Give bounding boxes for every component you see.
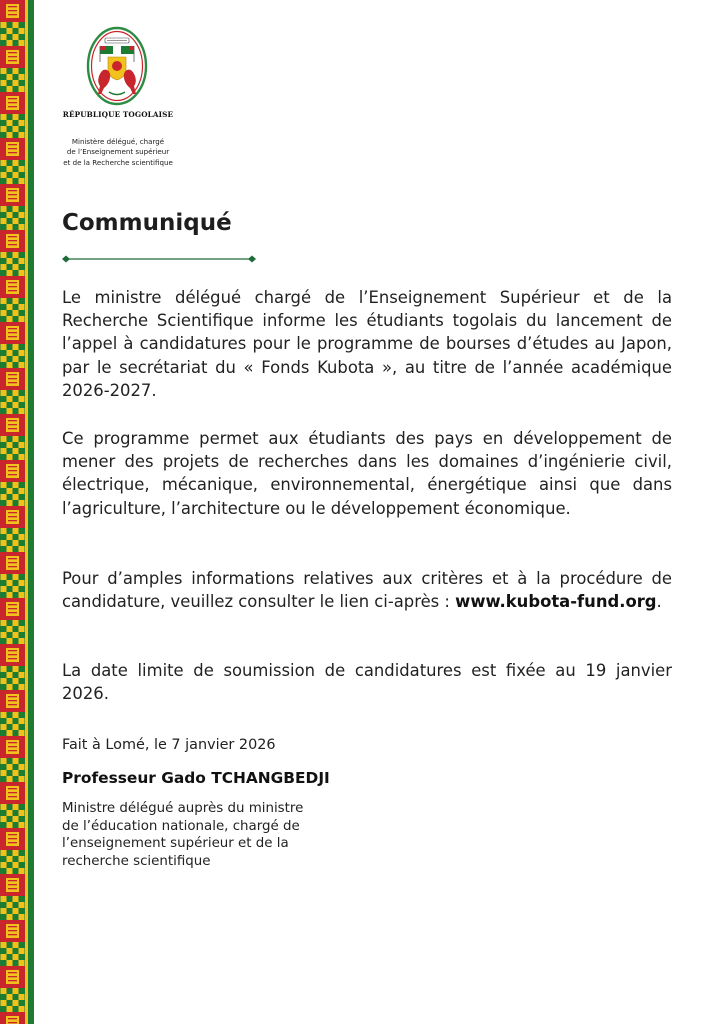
ministry-line: Ministère délégué, chargé: [71, 137, 165, 146]
page-title: Communiqué: [62, 210, 232, 236]
signer-title-line: de l’éducation nationale, chargé de: [62, 818, 300, 834]
signer-title: [62, 800, 362, 870]
country-name: RÉPUBLIQUE TOGOLAISE: [62, 110, 174, 119]
information-text: Pour d’amples informations relatives aux critères et à la procédure de candidature, veuillez consulter le lien ci-après :: [62, 569, 672, 612]
diamond-divider-icon: [62, 254, 256, 264]
signer-title-line: Ministre délégué auprès du ministre: [62, 801, 304, 816]
togo-coat-of-arms-icon: [86, 26, 148, 106]
signer-title-line: recherche scientifique: [62, 853, 211, 869]
paragraph-information: [62, 567, 672, 613]
place-date: Fait à Lomé, le 7 janvier 2026: [62, 737, 276, 753]
signer-title-line: l’enseignement supérieur et de la: [62, 836, 289, 852]
paragraph-deadline: La date limite de soumission de candidatures est fixée au 19 janvier 2026.: [62, 661, 672, 704]
paragraph-announcement: Le ministre délégué chargé de l’Enseignement Supérieur et de la Recherche Scientifique informe les étudiants togolais du lancement de l’appel à candidatures pour le programme de bourses d’études au Japon, par le secrétariat du « Fonds Kubota », au titre de l’année académique 2026-2027.: [62, 288, 672, 400]
kente-border-pattern: [0, 0, 34, 1024]
information-end: .: [656, 592, 662, 612]
paragraph-program: Ce programme permet aux étudiants des pays en développement de mener des projets de recherches dans les domaines d’ingénierie civil, électrique, mécanique, environnemental, énergétique ainsi que dans l’agriculture, l’architecture ou le développement économique.: [62, 429, 672, 518]
ministry-name: [44, 137, 192, 168]
signer-name: Professeur Gado TCHANGBEDJI: [62, 769, 330, 787]
kubota-fund-link[interactable]: www.kubota-fund.org: [455, 592, 657, 612]
ministry-line: de l’Enseignement supérieur: [66, 147, 170, 157]
ministry-line: et de la Recherche scientifique: [63, 157, 173, 167]
